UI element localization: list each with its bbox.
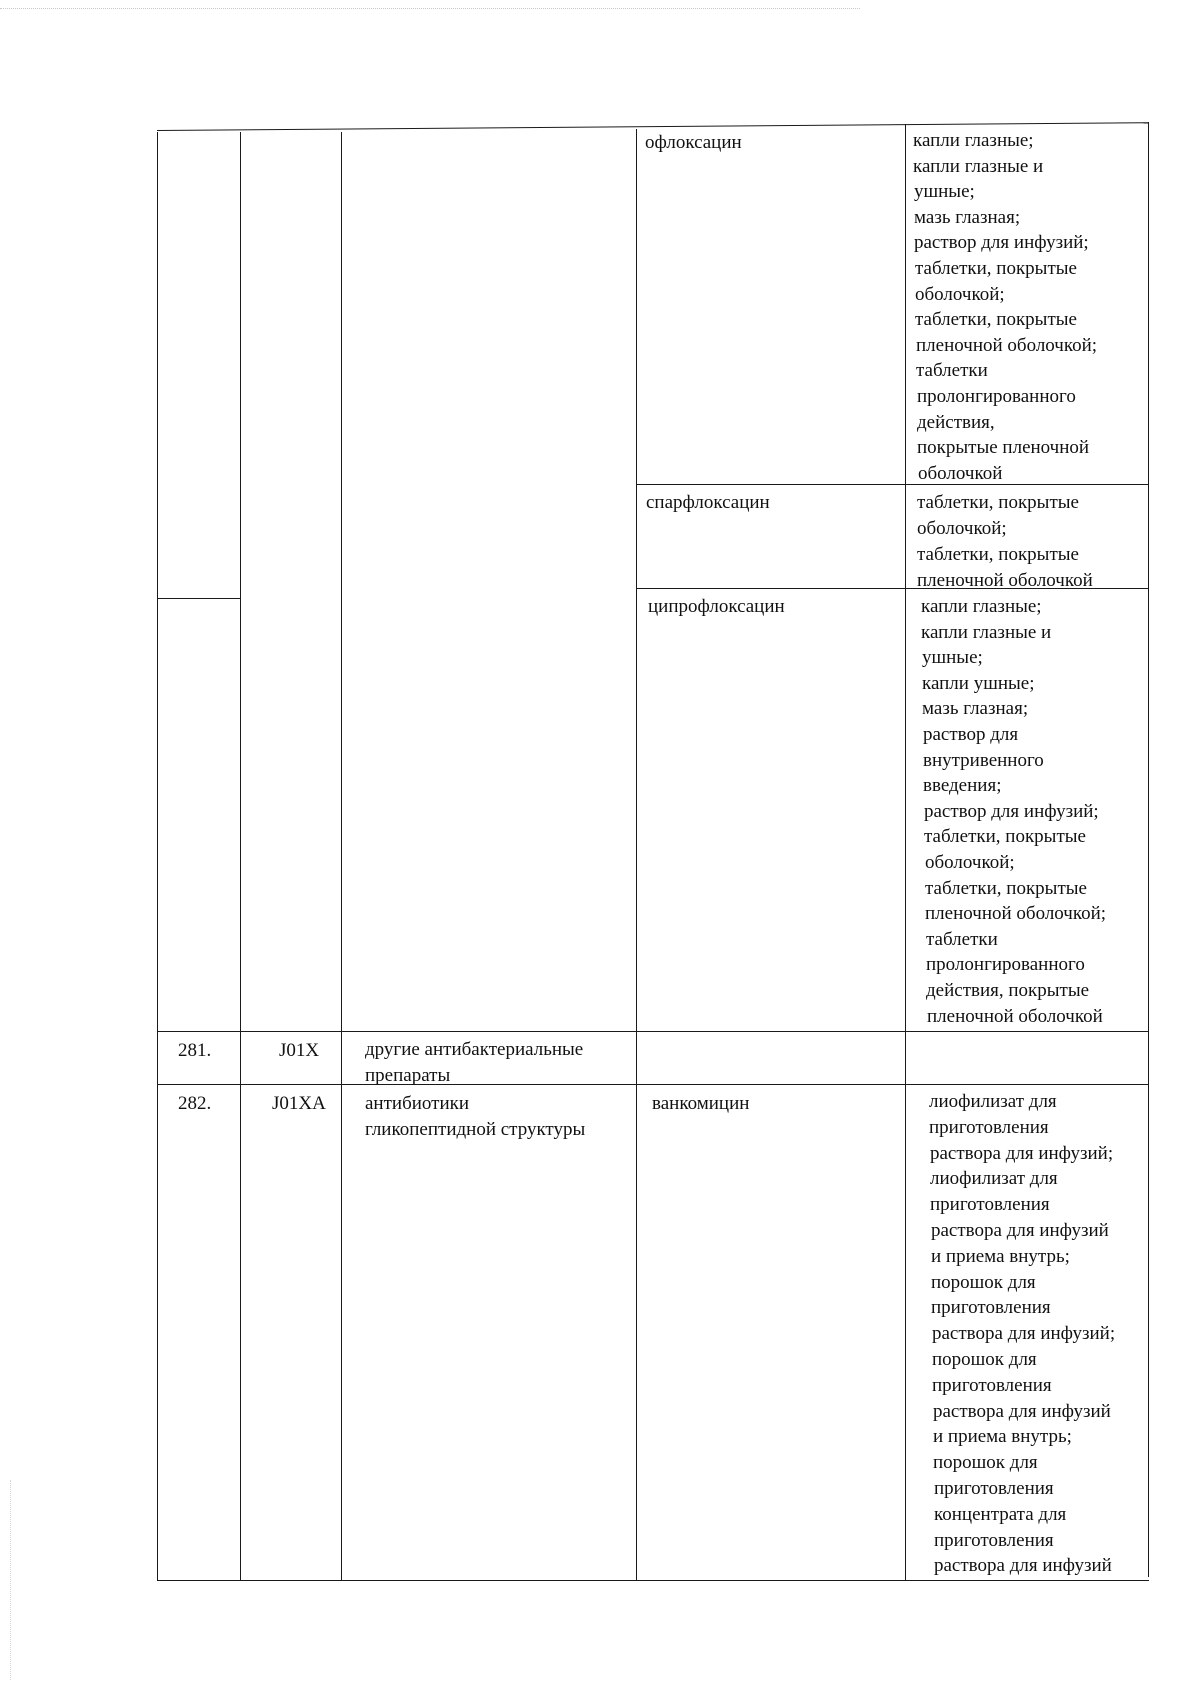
dosage-form-line: таблетки — [916, 360, 988, 381]
dosage-form-line: порошок для — [933, 1452, 1038, 1473]
dosage-form-line: внутривенного — [923, 750, 1044, 771]
dosage-form-line: пролонгированного — [917, 386, 1076, 407]
dosage-form-line: капли глазные; — [921, 596, 1042, 617]
group-name-glycopeptide: антибиотики — [365, 1093, 470, 1114]
row-divider-281 — [157, 1031, 1149, 1032]
dosage-form-line: покрытые пленочной — [917, 437, 1090, 458]
column-divider-drug — [905, 124, 906, 1581]
dosage-form-line: капли глазные; — [913, 130, 1034, 151]
atc-code-J01XA: J01XA — [272, 1093, 326, 1114]
dosage-form-line: введения; — [923, 775, 1002, 796]
dosage-form-line: концентрата для — [934, 1504, 1067, 1525]
dosage-form-line: приготовления — [932, 1375, 1052, 1396]
dosage-form-line: мазь глазная; — [914, 207, 1021, 228]
drug-name-sparfloxacin: спарфлоксацин — [646, 492, 770, 513]
dosage-form-line: лиофилизат для — [930, 1168, 1058, 1189]
dosage-form-line: таблетки, покрытые — [925, 878, 1087, 899]
dosage-form-line: раствора для инфузий; — [932, 1323, 1116, 1344]
dosage-form-line: пролонгированного — [926, 954, 1085, 975]
atc-code-J01X: J01X — [279, 1040, 320, 1061]
dosage-form-line: таблетки, покрытые — [917, 492, 1079, 513]
dosage-form-line: раствор для — [923, 724, 1019, 745]
dosage-form-line: пленочной оболочкой — [927, 1006, 1103, 1027]
dosage-form-line: оболочкой; — [915, 284, 1005, 305]
dosage-form-line: действия, — [917, 412, 995, 433]
dosage-form-line: и приема внутрь; — [933, 1426, 1072, 1447]
dosage-form-line: таблетки — [926, 929, 998, 950]
column-divider-group — [636, 129, 637, 1581]
dosage-form-line: приготовления — [930, 1194, 1050, 1215]
table-border-bottom — [157, 1580, 1149, 1581]
row-number-282: 282. — [178, 1093, 212, 1114]
table-border-left — [157, 132, 158, 1581]
dosage-form-line: таблетки, покрытые — [924, 826, 1086, 847]
dosage-form-line: таблетки, покрытые — [915, 258, 1077, 279]
drug-name-ofloxacin: офлоксацин — [645, 132, 742, 153]
row-number-281: 281. — [178, 1040, 212, 1061]
dosage-form-line: приготовления — [934, 1478, 1054, 1499]
dosage-form-line: приготовления — [934, 1530, 1054, 1551]
dosage-form-line: раствор для инфузий; — [924, 801, 1099, 822]
drug-name-vancomycin: ванкомицин — [652, 1093, 750, 1114]
group-name-glycopeptide-line2: гликопептидной структуры — [365, 1119, 586, 1140]
dosage-form-line: раствора для инфузий; — [930, 1143, 1114, 1164]
dosage-form-line: ушные; — [914, 181, 975, 202]
dosage-form-line: порошок для — [931, 1272, 1036, 1293]
drug-name-ciprofloxacin: ципрофлоксацин — [648, 596, 785, 617]
dosage-form-line: раствор для инфузий; — [914, 232, 1089, 253]
dosage-form-line: оболочкой; — [917, 518, 1007, 539]
dosage-form-line: оболочкой — [918, 463, 1003, 484]
row-divider-first-column — [157, 598, 241, 599]
group-name-other-antibacterials: другие антибактериальные — [365, 1039, 584, 1060]
dosage-form-line: и приема внутрь; — [931, 1246, 1070, 1267]
dosage-form-line: пленочной оболочкой; — [916, 335, 1098, 356]
dosage-form-line: таблетки, покрытые — [915, 309, 1077, 330]
dosage-form-line: порошок для — [932, 1349, 1037, 1370]
dosage-form-line: мазь глазная; — [922, 698, 1029, 719]
column-divider-num — [240, 132, 241, 1581]
dosage-form-line: оболочкой; — [925, 852, 1015, 873]
dosage-form-line: приготовления — [929, 1117, 1049, 1138]
dosage-form-line: раствора для инфузий — [933, 1401, 1111, 1422]
row-divider-ofloxacin — [636, 484, 1149, 485]
row-divider-282 — [157, 1084, 1149, 1085]
table-border-right — [1148, 122, 1149, 1577]
dosage-form-line: ушные; — [922, 647, 983, 668]
dosage-form-line: пленочной оболочкой; — [925, 903, 1107, 924]
dosage-form-line: лиофилизат для — [929, 1091, 1057, 1112]
dosage-form-line: капли глазные и — [913, 156, 1044, 177]
scan-edge-left — [10, 1480, 11, 1680]
dosage-form-line: капли ушные; — [922, 673, 1035, 694]
dosage-form-line: раствора для инфузий — [931, 1220, 1109, 1241]
dosage-form-line: раствора для инфузий — [934, 1555, 1112, 1576]
group-name-other-antibacterials-line2: препараты — [365, 1065, 451, 1086]
column-divider-code — [341, 132, 342, 1581]
scan-edge-top — [0, 8, 860, 9]
dosage-form-line: действия, покрытые — [926, 980, 1090, 1001]
dosage-form-line: приготовления — [931, 1297, 1051, 1318]
dosage-form-line: таблетки, покрытые — [917, 544, 1079, 565]
dosage-form-line: пленочной оболочкой — [917, 570, 1093, 591]
dosage-form-line: капли глазные и — [921, 622, 1052, 643]
